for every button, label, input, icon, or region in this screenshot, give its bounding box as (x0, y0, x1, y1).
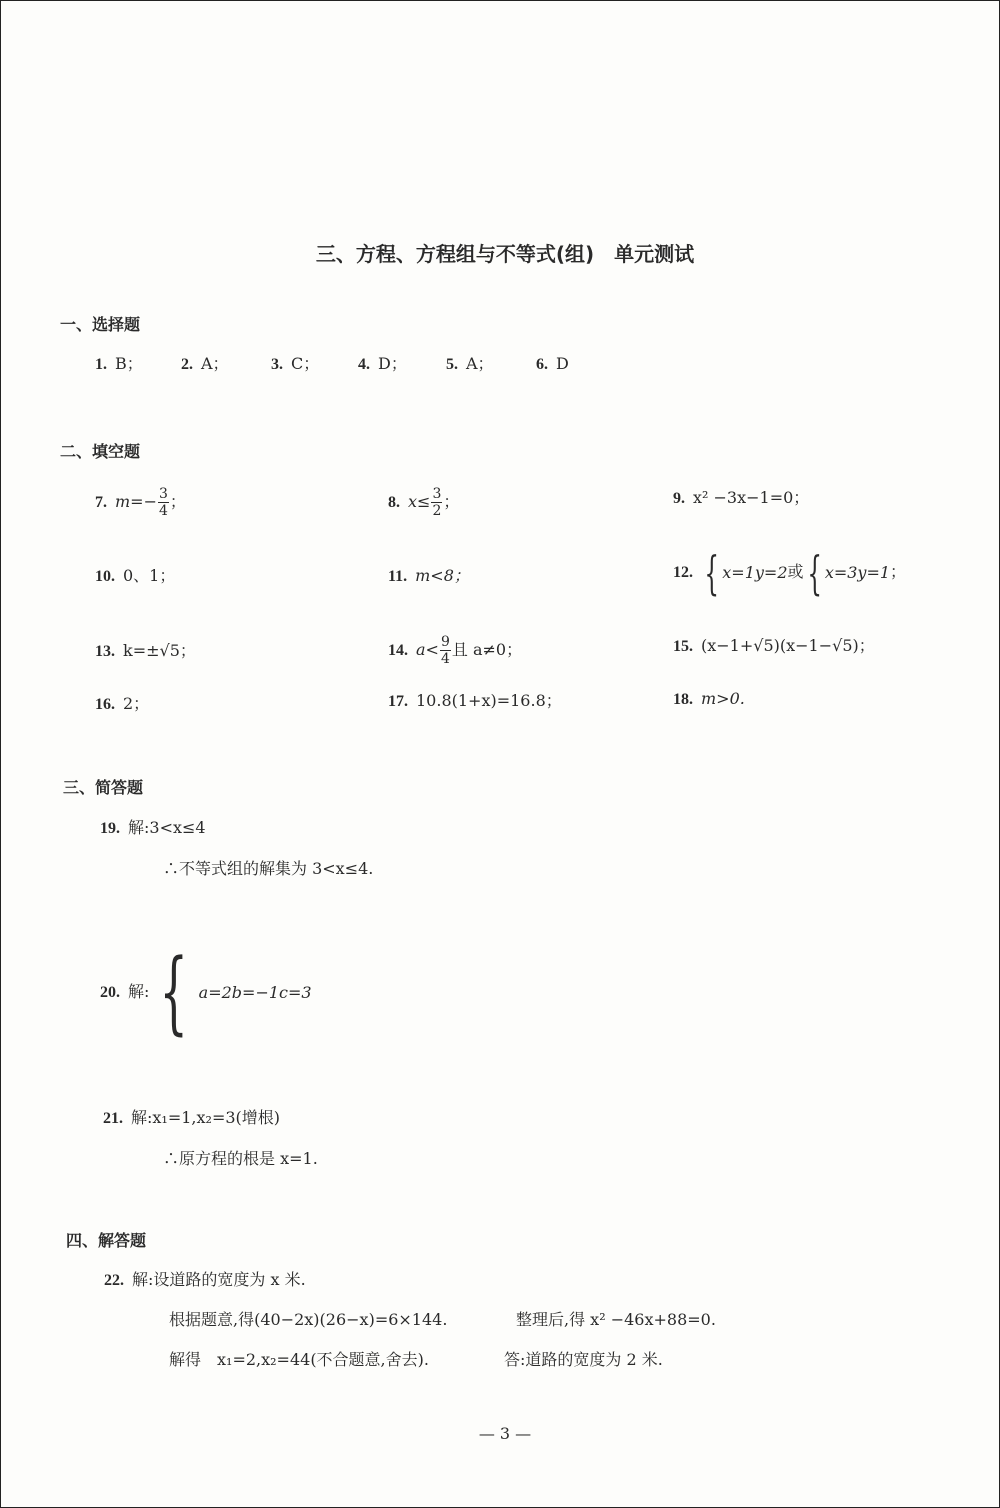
solve-item-22-equation: 根据题意,得(40−2x)(26−x)=6×144. (169, 1310, 448, 1329)
denominator: 4 (158, 503, 168, 519)
numerator: 3 (432, 486, 442, 502)
item-number: 17. (388, 693, 408, 710)
fraction (431, 486, 442, 519)
item-number: 20. (100, 984, 120, 1001)
item-text: x≤ (408, 492, 431, 511)
choice-item (271, 354, 319, 375)
item-number: 6. (536, 356, 548, 373)
equation-system (722, 560, 787, 586)
equation: a=2 (198, 983, 232, 1002)
item-text: 解:3<x≤4 (128, 818, 206, 837)
item-number: 5. (446, 356, 458, 373)
short-item-19-conclusion: ∴不等式组的解集为 3<x≤4. (163, 859, 374, 878)
short-item-20 (100, 939, 312, 1045)
item-number: 16. (95, 696, 115, 713)
item-number: 18. (673, 691, 693, 708)
item-text: 或 (787, 562, 804, 581)
solve-item-22-simplified: 整理后,得 x² −46x+88=0. (516, 1310, 716, 1329)
page-title: 三、方程、方程组与不等式(组) 单元测试 (315, 242, 695, 266)
solve-item-22 (104, 1270, 306, 1291)
equation: y=1 (857, 562, 891, 582)
section-heading-fill: 二、填空题 (60, 442, 141, 461)
item-text: 0、1； (123, 566, 176, 585)
item-number: 9. (673, 490, 685, 507)
item-number: 4. (358, 356, 370, 373)
fraction (158, 486, 169, 519)
item-number: 11. (388, 568, 408, 585)
item-text: 且 a≠0； (451, 640, 523, 659)
fill-item-16 (95, 694, 149, 715)
short-item-21-conclusion: ∴原方程的根是 x=1. (163, 1149, 318, 1168)
choice-item (358, 354, 407, 375)
left-brace: { (806, 545, 822, 600)
equation: c=3 (279, 983, 312, 1002)
item-text: 解: (128, 982, 150, 1001)
equation: b=−1 (231, 983, 280, 1002)
item-number: 22. (104, 1272, 124, 1289)
fill-item-13 (95, 641, 196, 662)
item-answer: C； (291, 354, 320, 373)
fraction (440, 634, 451, 667)
choice-item (536, 354, 569, 375)
numerator: 9 (440, 634, 450, 650)
item-text: m=− (115, 492, 157, 511)
item-number: 14. (388, 642, 408, 659)
item-text: (x−1+√5)(x−1−√5)； (701, 636, 875, 655)
fill-item-11 (388, 566, 470, 587)
fill-item-12 (673, 540, 906, 605)
section-heading-short: 三、简答题 (63, 778, 144, 797)
fill-item-17 (388, 691, 562, 712)
item-text: ； (443, 492, 460, 511)
denominator: 2 (432, 503, 442, 519)
short-item-19 (100, 818, 206, 839)
equation: x=1 (722, 562, 755, 582)
item-number: 10. (95, 568, 115, 585)
short-item-21 (103, 1108, 280, 1129)
fill-item-9 (673, 488, 809, 509)
equation: y=2 (754, 562, 788, 582)
numerator: 3 (158, 486, 168, 502)
item-text: 2； (123, 694, 150, 713)
item-number: 1. (95, 356, 107, 373)
item-number: 12. (673, 564, 693, 581)
item-number: 2. (181, 356, 193, 373)
item-answer: B； (115, 354, 143, 373)
fill-item-8 (388, 484, 459, 521)
item-text: ； (169, 492, 186, 511)
item-text: ； (890, 562, 907, 581)
item-answer: A； (201, 354, 229, 373)
left-brace: { (704, 545, 719, 600)
fill-item-15 (673, 636, 875, 657)
fill-item-10 (95, 566, 175, 587)
item-number: 13. (95, 643, 115, 660)
item-answer: D； (378, 354, 407, 373)
equation-system (199, 972, 312, 1013)
item-answer: D (556, 354, 569, 373)
choice-item (181, 354, 229, 375)
fill-item-7 (95, 484, 186, 521)
item-text: k=±√5； (123, 641, 196, 660)
item-number: 19. (100, 820, 120, 837)
item-number: 15. (673, 638, 693, 655)
item-number: 8. (388, 494, 400, 511)
item-number: 21. (103, 1110, 123, 1127)
choice-item (95, 354, 143, 375)
item-text: 解:x₁=1,x₂=3(增根) (131, 1108, 281, 1127)
left-brace: { (159, 939, 189, 1045)
item-text: 解:设道路的宽度为 x 米. (132, 1270, 306, 1289)
item-answer: A； (466, 354, 494, 373)
equation-system (825, 560, 890, 586)
equation: x=3 (824, 562, 858, 582)
item-text: m<8； (415, 566, 470, 585)
page-number: — 3 — (478, 1424, 532, 1443)
item-text: m>0. (701, 689, 745, 708)
section-heading-choice: 一、选择题 (60, 315, 141, 334)
item-text: a< (416, 640, 439, 659)
solve-item-22-answer: 答:道路的宽度为 2 米. (504, 1350, 663, 1369)
denominator: 4 (440, 651, 450, 667)
choice-item (446, 354, 494, 375)
section-heading-solve: 四、解答题 (66, 1231, 147, 1250)
item-text: 10.8(1+x)=16.8； (416, 691, 562, 710)
solve-item-22-roots: 解得 x₁=2,x₂=44(不合题意,舍去). (169, 1350, 429, 1369)
item-text: x² −3x−1=0； (693, 488, 810, 507)
item-number: 7. (95, 494, 107, 511)
fill-item-14 (388, 630, 522, 671)
fill-item-18 (673, 689, 745, 710)
item-number: 3. (271, 356, 283, 373)
